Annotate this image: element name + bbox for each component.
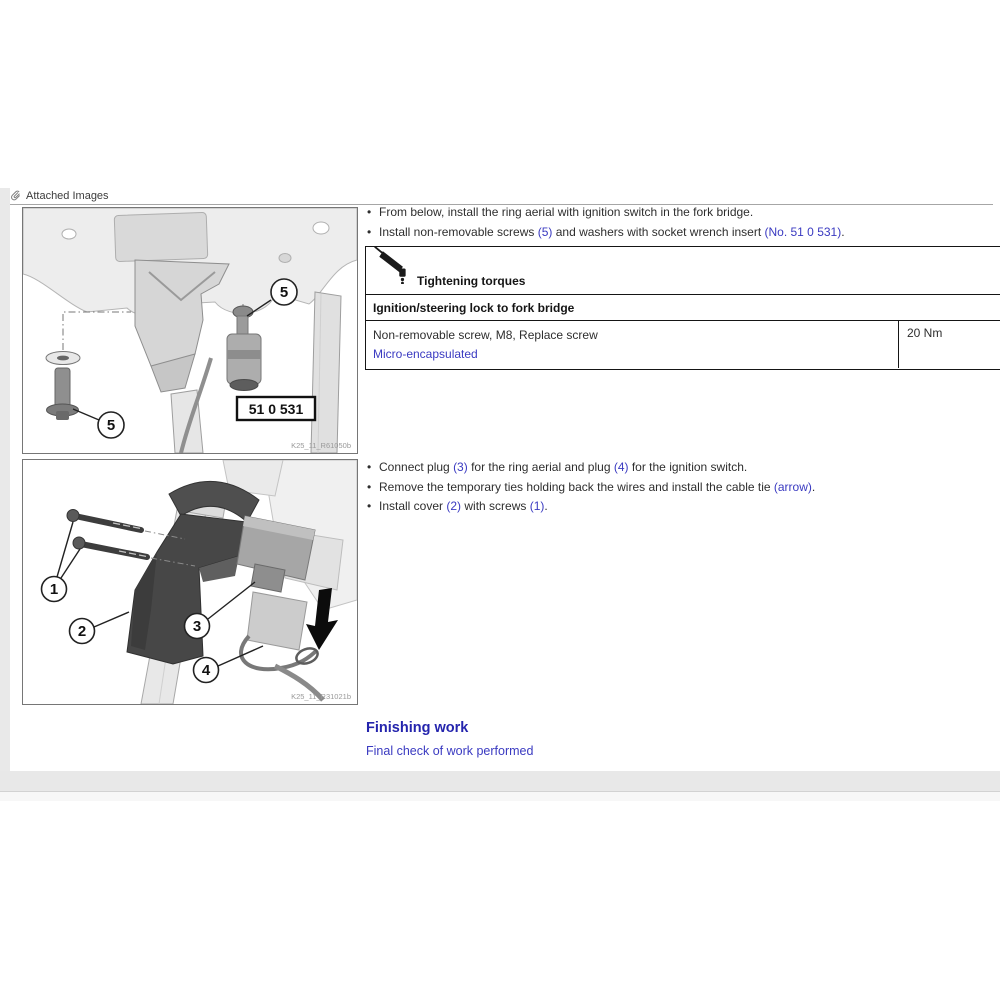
torque-section-row bbox=[366, 295, 1000, 321]
instruction-text: Install non-removable screws bbox=[379, 224, 538, 239]
final-check-link[interactable]: Final check of work performed bbox=[366, 744, 534, 758]
bottom-separator-band bbox=[0, 771, 1000, 792]
svg-text:3: 3 bbox=[192, 618, 202, 635]
fig1-illustration bbox=[23, 208, 357, 453]
plug-4-link[interactable]: (4) bbox=[613, 460, 629, 474]
torque-data-row bbox=[366, 321, 1000, 368]
tool-number-link[interactable]: (No. 51 0 531) bbox=[764, 224, 842, 239]
instruction-text: for the ignition switch. bbox=[628, 460, 748, 474]
instruction-item bbox=[366, 478, 998, 498]
attached-images-label: Attached Images bbox=[26, 189, 109, 202]
figure-steering-cover[interactable] bbox=[22, 459, 358, 705]
instruction-text: Install cover bbox=[379, 499, 447, 513]
paperclip-icon bbox=[10, 190, 22, 202]
svg-text:5: 5 bbox=[106, 417, 116, 434]
instruction-text: for the ring aerial and plug bbox=[467, 460, 614, 474]
instruction-item bbox=[366, 223, 998, 243]
left-margin-strip bbox=[0, 188, 10, 771]
bottom-separator-band-light bbox=[0, 792, 1000, 801]
finishing-work-heading: Finishing work bbox=[366, 720, 469, 736]
torque-item-cell bbox=[366, 321, 899, 368]
callout-5-top bbox=[271, 279, 297, 305]
tightening-torques-table bbox=[365, 246, 1000, 370]
instruction-item bbox=[366, 458, 998, 478]
callout-5-bottom bbox=[98, 412, 124, 438]
torque-section-label: Ignition/steering lock to fork bridge bbox=[373, 300, 575, 315]
cover-2-link[interactable]: (2) bbox=[446, 499, 462, 513]
callout-2 bbox=[70, 619, 95, 644]
fig2-illustration bbox=[23, 460, 357, 704]
instruction-text: . bbox=[811, 479, 816, 494]
torque-value: 20 Nm bbox=[907, 326, 943, 340]
instruction-text: . bbox=[544, 499, 548, 513]
instruction-text: with screws bbox=[461, 499, 530, 513]
instruction-list-bottom bbox=[366, 458, 998, 517]
instruction-text: From below, install the ring aerial with ignition switch in the fork bridge. bbox=[379, 205, 754, 219]
torque-table-title: Tightening torques bbox=[417, 274, 526, 288]
torque-wrench-icon bbox=[372, 244, 412, 289]
svg-text:5: 5 bbox=[279, 284, 289, 301]
plug-3-link[interactable]: (3) bbox=[453, 460, 468, 474]
instruction-list-top bbox=[366, 203, 998, 242]
instruction-item bbox=[366, 203, 998, 223]
torque-value-cell bbox=[899, 321, 1000, 368]
svg-text:2: 2 bbox=[77, 623, 87, 640]
instruction-text: Remove the temporary ties holding back the wires and install the cable tie bbox=[379, 479, 774, 494]
instruction-text: . bbox=[841, 224, 845, 239]
callout-3 bbox=[185, 614, 210, 639]
callout-4 bbox=[194, 658, 219, 683]
arrow-link[interactable]: (arrow) bbox=[773, 479, 812, 494]
screws-5-link[interactable]: (5) bbox=[537, 224, 553, 239]
instruction-item bbox=[366, 497, 998, 517]
svg-text:1: 1 bbox=[49, 581, 59, 598]
instruction-text: Connect plug bbox=[379, 460, 454, 474]
torque-item-line1: Non-removable screw, M8, Replace screw bbox=[373, 328, 598, 342]
screws-1-link[interactable]: (1) bbox=[529, 499, 545, 513]
svg-text:4: 4 bbox=[201, 662, 211, 679]
callout-1 bbox=[42, 577, 67, 602]
micro-encapsulated-link[interactable]: Micro-encapsulated bbox=[373, 346, 478, 361]
fig1-ref-label: K25_11_R61050b bbox=[291, 441, 351, 450]
figure-fork-bridge-below[interactable] bbox=[22, 207, 358, 454]
torque-table-header bbox=[366, 247, 1000, 295]
instruction-text: and washers with socket wrench insert bbox=[552, 224, 765, 239]
tool-number-box bbox=[237, 397, 315, 420]
tool-number-label: 51 0 531 bbox=[248, 401, 304, 417]
fig2-ref-label: K25_11_R31021b bbox=[291, 692, 351, 701]
